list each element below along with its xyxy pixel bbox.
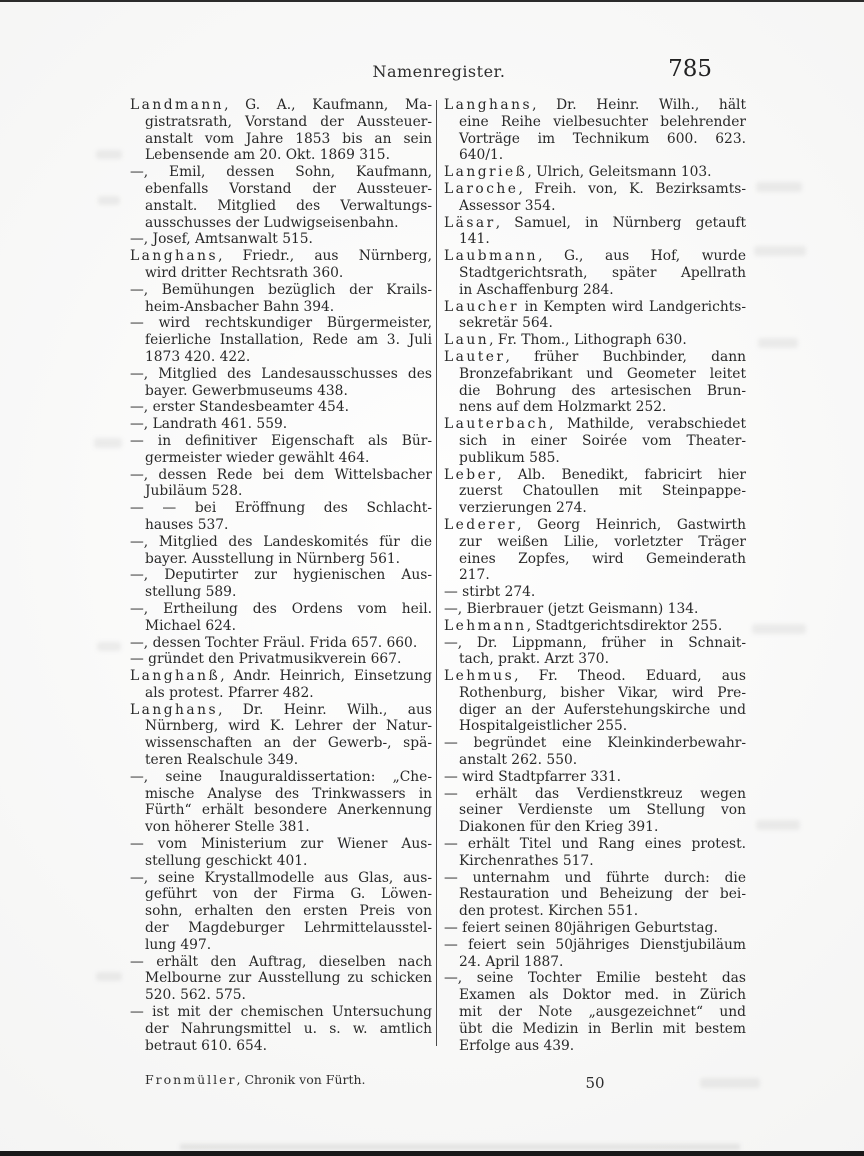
entry-line: Läsar, Samuel, in Nürnberg getauft [444, 214, 746, 231]
running-title: Namenregister. [372, 62, 506, 81]
entry-line: den protest. Kirchen 551. [459, 903, 639, 920]
entry-line: Lehmann, Stadtgerichtsdirektor 255. [444, 617, 723, 634]
entry-line: sekretär 564. [459, 315, 553, 332]
index-entry [130, 651, 432, 668]
entry-line: Leber, Alb. Benedikt, fabricirt hier [444, 466, 746, 483]
index-entry [130, 836, 432, 870]
index-entry [444, 97, 746, 164]
index-entry [130, 1004, 432, 1054]
entry-line: — erhält Titel und Rang eines protest. [444, 836, 746, 853]
entry-line: gistratsrath, Vorstand der Aussteuer- [145, 113, 432, 130]
entry-line: Lederer, Georg Heinrich, Gastwirth [444, 516, 746, 533]
entry-line: tach, prakt. Arzt 370. [459, 651, 609, 668]
entry-line: sich in einer Soirée vom Theater- [459, 432, 746, 449]
entry-line: mit der Note „ausgezeichnet“ und [459, 1004, 746, 1021]
entry-line: nens auf dem Holzmarkt 252. [459, 399, 667, 416]
entry-line: —, dessen Rede bei dem Wittelsbacher [130, 466, 432, 483]
entry-line: Erfolge aus 439. [459, 1037, 575, 1054]
entry-headword: Laucher [444, 298, 520, 315]
entry-line: geführt von der Firma G. Löwen- [145, 886, 432, 903]
entry-line: seiner Verdienste um Stellung von [459, 802, 746, 819]
entry-line: betraut 610. 654. [145, 1037, 268, 1054]
bleed-through-artifact [96, 150, 122, 159]
index-entry [130, 282, 432, 316]
entry-line: Laun, Fr. Thom., Lithograph 630. [444, 332, 687, 349]
entry-line: Kirchenrathes 517. [459, 852, 594, 869]
entry-line: lung 497. [145, 936, 212, 953]
entry-line: —, Mitglied des Landesausschusses des [130, 365, 432, 382]
index-entry [130, 164, 432, 231]
index-entry [130, 870, 432, 954]
index-entry [444, 668, 746, 735]
index-entry [444, 181, 746, 215]
index-entry [130, 601, 432, 635]
entry-line: Diakonen für den Krieg 391. [459, 819, 659, 836]
entry-line: —, Emil, dessen Sohn, Kaufmann, [130, 164, 432, 181]
index-entry [130, 231, 432, 248]
index-entry [130, 97, 432, 164]
entry-line: Michael 624. [145, 617, 237, 634]
entry-line: ebenfalls Vorstand der Aussteuer- [145, 180, 432, 197]
scan-edge-top [0, 0, 864, 2]
entry-headword: Langhanß [130, 668, 221, 685]
entry-headword: Langhans [130, 248, 219, 265]
entry-line: zur weißen Lilie, vorletzter Träger [459, 533, 746, 550]
entry-line: Langrieß, Ulrich, Geleitsmann 103. [444, 164, 712, 181]
entry-line: anstalt. Mitglied des Verwaltungs- [145, 197, 432, 214]
entry-headword: Landmann [130, 97, 225, 113]
entry-line: hauses 537. [145, 516, 229, 533]
entry-line: —, seine Inauguraldissertation: „Che- [130, 768, 432, 785]
index-entry [444, 601, 746, 618]
entry-line: —, Dr. Lippmann, früher in Schnait- [444, 634, 746, 651]
entry-line: Jubiläum 528. [145, 483, 243, 500]
index-entry [444, 870, 746, 920]
entry-line: —, seine Tochter Emilie besteht das [444, 970, 746, 987]
entry-line: zuerst Chatoullen mit Steinpappe- [459, 483, 746, 500]
entry-headword: Langrieß [444, 164, 528, 181]
footer-source-author: Fronmüller [145, 1072, 237, 1087]
entry-headword: Lehmann [444, 617, 527, 634]
entry-line: — gründet den Privatmusikverein 667. [130, 651, 402, 668]
entry-line: sohn, erhalten den ersten Preis von [145, 903, 432, 920]
column-divider-rule [436, 100, 437, 1046]
page-number: 785 [668, 56, 712, 82]
entry-line: — begründet eine Kleinkinderbewahr- [444, 735, 746, 752]
entry-line: — feiert seinen 80jährigen Geburtstag. [444, 920, 718, 937]
index-entry [130, 635, 432, 652]
entry-line: 141. [459, 231, 490, 248]
index-entry [444, 970, 746, 1054]
entry-line: — vom Ministerium zur Wiener Aus- [130, 836, 432, 853]
entry-line: wissenschaften an der Gewerb-, spä- [145, 735, 432, 752]
entry-headword: Lederer [444, 516, 518, 533]
entry-line: Vorträge im Technikum 600. 623. [459, 130, 746, 147]
index-entry [444, 416, 746, 466]
entry-line: germeister wieder gewählt 464. [145, 449, 370, 466]
entry-line: bayer. Ausstellung in Nürnberg 561. [145, 550, 401, 567]
entry-line: die Bohrung des artesischen Brun- [459, 382, 746, 399]
index-entry [130, 416, 432, 433]
entry-headword: Läsar [444, 214, 496, 231]
index-entry [130, 769, 432, 836]
entry-line: Langhans, Dr. Heinr. Wilh., aus [130, 701, 432, 718]
entry-line: heim-Ansbacher Bahn 394. [145, 298, 335, 315]
entry-line: Fürth“ erhält besondere Anerkennung [145, 802, 432, 819]
entry-line: Bronzefabrikant und Geometer leitet [459, 365, 746, 382]
entry-line: mische Analyse des Trinkwassers in [145, 785, 432, 802]
entry-line: von höherer Stelle 381. [145, 819, 310, 836]
entry-line: wird dritter Rechtsrath 360. [145, 264, 344, 281]
entry-line: — stirbt 274. [444, 584, 536, 601]
entry-line: Langhans, Friedr., aus Nürnberg, [130, 248, 432, 265]
entry-line: 520. 562. 575. [145, 987, 246, 1004]
entry-line: 24. April 1887. [459, 953, 564, 970]
bleed-through-artifact [700, 1078, 760, 1088]
entry-line: feierliche Installation, Rede am 3. Juli [145, 332, 432, 349]
index-entry [130, 315, 432, 365]
entry-headword: Langhans [444, 97, 533, 113]
index-entry [130, 702, 432, 769]
index-entry [444, 937, 746, 971]
scan-shadow [180, 1144, 740, 1150]
entry-line: Langhans, Dr. Heinr. Wilh., hält [444, 97, 746, 113]
entry-line: Lehmus, Fr. Theod. Eduard, aus [444, 668, 746, 685]
index-entry [130, 467, 432, 501]
index-entry [444, 920, 746, 937]
entry-headword: Lauter [444, 348, 506, 365]
entry-line: —, Landrath 461. 559. [130, 416, 288, 433]
index-entry [130, 366, 432, 400]
index-entry [130, 668, 432, 702]
signature-number: 50 [585, 1074, 605, 1092]
entry-line: übt die Medizin in Berlin mit bestem [459, 1020, 746, 1037]
entry-line: —, Bemühungen bezüglich der Krails- [130, 281, 432, 298]
footer-source-line [145, 1072, 366, 1087]
index-entry [444, 248, 746, 298]
bleed-through-artifact [754, 246, 806, 256]
index-entry [130, 567, 432, 601]
entry-line: Laubmann, G., aus Hof, wurde [444, 248, 746, 265]
index-entry [444, 836, 746, 870]
index-entry [444, 349, 746, 416]
entry-line: in Aschaffenburg 284. [459, 281, 614, 298]
entry-line: Rothenburg, bisher Vikar, wird Pre- [459, 684, 746, 701]
entry-line: — wird rechtskundiger Bürgermeister, [130, 315, 432, 332]
index-entry [444, 786, 746, 836]
entry-line: Examen als Doktor med. in Zürich [459, 987, 746, 1004]
entry-line: Assessor 354. [459, 197, 556, 214]
bleed-through-artifact [94, 438, 122, 448]
index-entry [130, 399, 432, 416]
entry-line: stellung 589. [145, 584, 237, 601]
entry-line: Melbourne zur Ausstellung zu schicken [145, 970, 432, 987]
index-entry [444, 164, 746, 181]
index-entry [130, 954, 432, 1004]
entry-line: Nürnberg, wird K. Lehrer der Natur- [145, 718, 432, 735]
entry-line: — ist mit der chemischen Untersuchung [130, 1004, 432, 1021]
entry-headword: Lauterbach [444, 416, 550, 433]
entry-line: anstalt vom Jahre 1853 bis an sein [145, 130, 432, 147]
bleed-through-artifact [752, 624, 806, 634]
entry-line: — erhält den Auftrag, dieselben nach [130, 953, 432, 970]
index-entry [444, 299, 746, 333]
bleed-through-artifact [756, 820, 800, 830]
bleed-through-artifact [98, 196, 120, 205]
index-entry [444, 467, 746, 517]
scan-edge-bottom [0, 1151, 864, 1156]
entry-line: — unternahm und führte durch: die [444, 869, 746, 886]
entry-line: Hospitalgeistlicher 255. [459, 718, 628, 735]
entry-line: —, seine Krystallmodelle aus Glas, aus- [130, 869, 432, 886]
entry-line: ausschusses der Ludwigseisenbahn. [145, 214, 399, 231]
entry-line: der Magdeburger Lehrmittelausstel- [145, 920, 432, 937]
bleed-through-artifact [756, 182, 802, 192]
entry-line: Lauter, früher Buchbinder, dann [444, 348, 746, 365]
entry-line: diger an der Auferstehungskirche und [459, 701, 746, 718]
index-entry [444, 618, 746, 635]
index-entry [444, 769, 746, 786]
index-entry [130, 248, 432, 282]
entry-line: Landmann, G. A., Kaufmann, Ma- [130, 97, 432, 113]
entry-line: Laucher in Kempten wird Landgerichts- [444, 298, 746, 315]
entry-line: — wird Stadtpfarrer 331. [444, 768, 622, 785]
entry-line: — — bei Eröffnung des Schlacht- [130, 500, 432, 517]
entry-line: —, erster Standesbeamter 454. [130, 399, 349, 416]
entry-line: als protest. Pfarrer 482. [145, 684, 314, 701]
entry-line: publikum 585. [459, 449, 560, 466]
index-entry [444, 735, 746, 769]
entry-line: —, Josef, Amtsanwalt 515. [130, 231, 313, 248]
index-entry [130, 500, 432, 534]
index-entry [444, 635, 746, 669]
entry-line: —, dessen Tochter Fräul. Frida 657. 660. [130, 634, 418, 651]
bleed-through-artifact [758, 338, 798, 348]
entry-line: 1873 420. 422. [145, 348, 251, 365]
entry-line: verzierungen 274. [459, 500, 587, 517]
page-header [130, 56, 748, 86]
index-entry [444, 584, 746, 601]
index-entry [444, 332, 746, 349]
entry-line: Langhanß, Andr. Heinrich, Einsetzung [130, 668, 432, 685]
index-entry [444, 517, 746, 584]
bleed-through-artifact [96, 972, 122, 981]
entry-line: 640/1. [459, 147, 504, 164]
entry-line: —, Mitglied des Landeskomités für die [130, 533, 432, 550]
entry-line: — erhält das Verdienstkreuz wegen [444, 785, 746, 802]
entry-line: Lebensende am 20. Okt. 1869 315. [145, 147, 390, 164]
entry-line: bayer. Gewerbmuseums 438. [145, 382, 348, 399]
footer-source-title: , Chronik von Fürth. [236, 1072, 366, 1087]
entry-line: stellung geschickt 401. [145, 852, 308, 869]
entry-line: —, Ertheilung des Ordens vom heil. [130, 600, 432, 617]
entry-line: — in definitiver Eigenschaft als Bür- [130, 432, 432, 449]
entry-line: der Nahrungsmittel u. s. w. amtlich [145, 1020, 432, 1037]
bleed-through-artifact [97, 642, 121, 651]
index-entry [444, 215, 746, 249]
entry-headword: Leber [444, 466, 498, 483]
entry-headword: Langhans [130, 701, 219, 718]
entry-line: Laroche, Freih. von, K. Bezirksamts- [444, 180, 746, 197]
entry-headword: Laun [444, 332, 490, 349]
entry-line: —, Deputirter zur hygienischen Aus- [130, 567, 432, 584]
entry-line: —, Bierbrauer (jetzt Geismann) 134. [444, 600, 699, 617]
entry-line: teren Realschule 349. [145, 752, 299, 769]
entry-headword: Laubmann [444, 248, 539, 265]
entry-line: Stadtgerichtsrath, später Apellrath [459, 264, 746, 281]
entry-headword: Laroche [444, 180, 519, 197]
entry-line: Restauration und Beheizung der bei- [459, 886, 746, 903]
entry-line: Lauterbach, Mathilde, verabschiedet [444, 416, 746, 433]
entry-line: eine Reihe vielbesuchter belehrender [459, 113, 746, 130]
entry-line: eines Zopfes, wird Gemeinderath [459, 550, 746, 567]
index-entry [130, 433, 432, 467]
column-left [130, 97, 432, 1054]
entry-line: — feiert sein 50jähriges Dienstjubiläum [444, 936, 746, 953]
entry-line: 217. [459, 567, 490, 584]
entry-headword: Lehmus [444, 668, 515, 685]
index-entry [130, 534, 432, 568]
column-right [444, 97, 746, 1054]
entry-line: anstalt 262. 550. [459, 752, 578, 769]
